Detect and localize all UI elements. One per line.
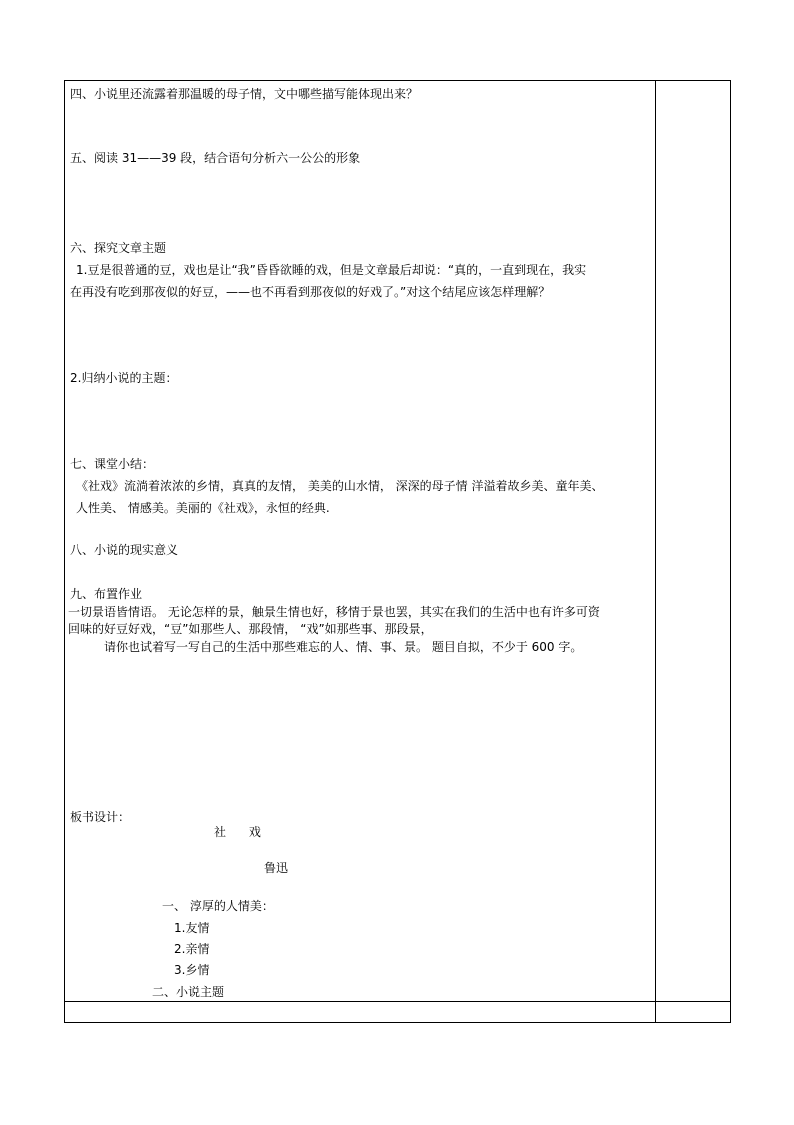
question-7-title: 七、课堂小结：	[70, 457, 155, 471]
board-item-friendship: 1.友情	[174, 921, 210, 935]
question-5: 五、阅读 31——39 段，结合语句分析六一公公的形象	[70, 151, 361, 165]
table-column-divider	[655, 80, 656, 1023]
question-4: 四、小说里还流露着那温暖的母子情，文中哪些描写能体现出来？	[70, 87, 419, 101]
question-7-line2: 人性美、 情感美。美丽的《社戏》，永恒的经典.	[76, 501, 330, 515]
board-author: 鲁迅	[264, 861, 289, 875]
table-border-bottom	[64, 1022, 731, 1023]
question-8: 八、小说的现实意义	[70, 543, 179, 557]
board-item-hometown: 3.乡情	[174, 963, 210, 977]
question-9-title: 九、布置作业	[70, 587, 143, 601]
table-border-left	[64, 80, 65, 1023]
question-6-item1-line1: 1.豆是很普通的豆，戏也是让“我”昏昏欲睡的戏，但是文章最后却说：“真的，一直到现在，我实	[76, 263, 587, 277]
board-item-family: 2.亲情	[174, 942, 210, 956]
question-7-line1: 《社戏》流淌着浓浓的乡情，真真的友情， 美美的山水情， 深深的母子情 洋溢着故乡美、童年美、	[76, 479, 604, 493]
question-9-line2: 回味的好豆好戏，“豆”如那些人、那段情， “戏”如那些事、那段景，	[68, 622, 433, 636]
board-section-1: 一、 淳厚的人情美：	[162, 899, 274, 913]
question-9-line1: 一切景语皆情语。 无论怎样的景，触景生情也好，移情于景也罢，其实在我们的生活中也有许多可资	[68, 605, 600, 619]
board-title: 社 戏	[214, 825, 261, 839]
table-row-divider	[64, 1001, 731, 1002]
table-border-right	[730, 80, 731, 1023]
question-6-item2: 2.归纳小说的主题：	[70, 371, 178, 385]
question-6-item1-line2: 在再没有吃到那夜似的好豆，——也不再看到那夜似的好戏了。”对这个结尾应该怎样理解？	[70, 285, 551, 299]
table-border-top	[64, 80, 731, 81]
board-design-label: 板书设计：	[70, 810, 131, 824]
question-6-title: 六、探究文章主题	[70, 241, 167, 255]
board-section-2: 二、小说主题	[152, 985, 225, 999]
question-9-line3: 请你也试着写一写自己的生活中那些难忘的人、情、事、景。 题目自拟，不少于 600 字。	[104, 640, 583, 654]
